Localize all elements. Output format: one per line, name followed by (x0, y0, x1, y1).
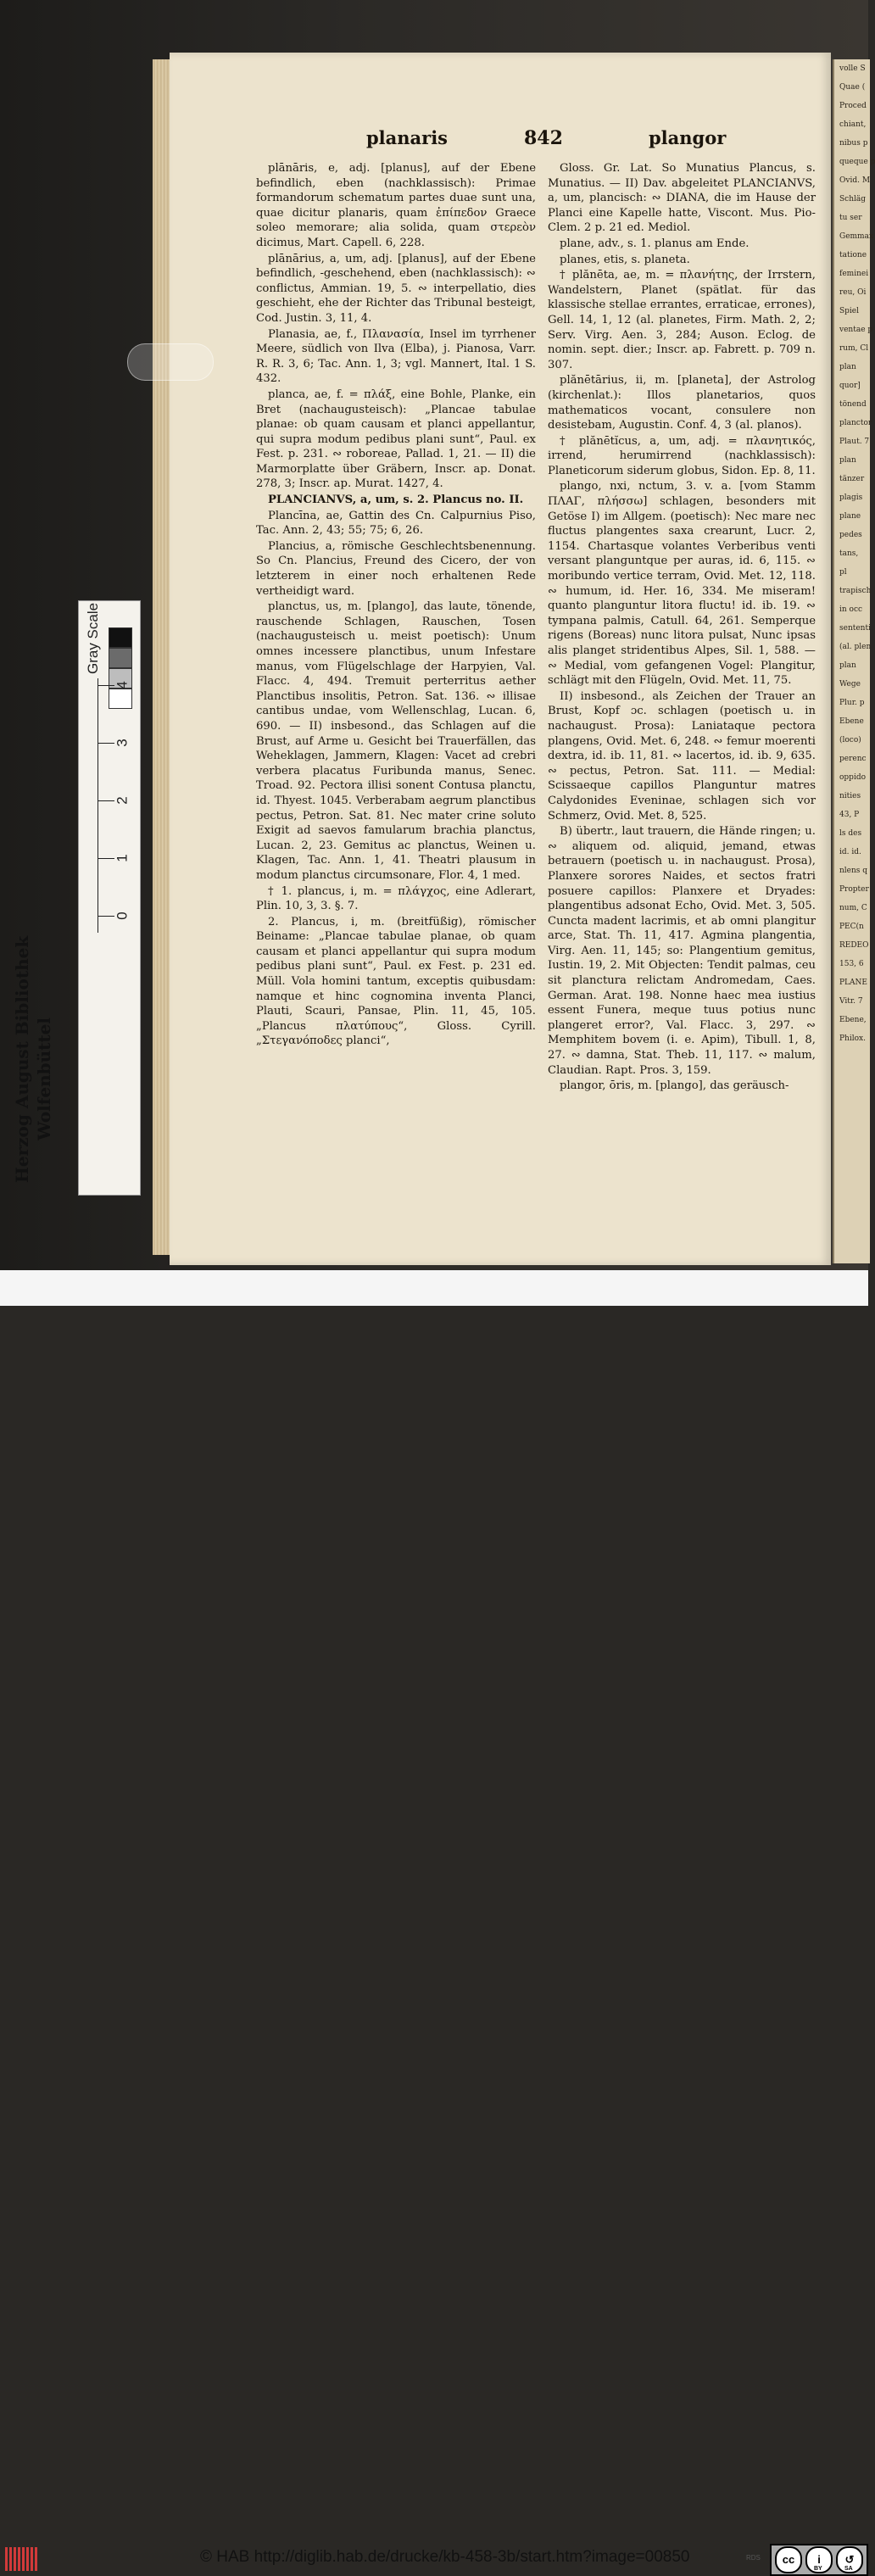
next-page-fragment: in occ (839, 605, 863, 614)
dictionary-entry: B) übertr., laut trauern, die Hände ringen; u. ∾ aliquem od. aliquid, jemand, etwas betrauern (poetisch u. in nachaugust. Prosa), Planxere sorores Naides, et sectos fratri posuere capillos: Planxere et Dryades: plangentibus adsonat Echo, Ovid. Met. 3, 505. Cuncta madent lacrimis, et ab omni plangitur arce, Stat. Th. 11, 417. Agmina plangentia, Virg. Aen. 11, 145; so: Plangentium gemitus, Iustin. 19, 2. Mit Objecten: Tendit palmas, ceu sit planctura relictam Andromedam, Caes. German. Arat. 198. Nonne haec mea iustius essent Funera, meque tuus potius nunc plangeret error?, Val. Flacc. 3, 297. ∾ Memphitem bovem (i. e. Apim), Tibull. 1, 8, 27. ∾ damna, Stat. Theb. 11, 117. ∾ malum, Claudian. Rapt. Pros. 3, 159. (548, 825, 816, 1077)
next-page-fragment: Ovid. M (839, 176, 871, 185)
next-page-fragment: tönend (839, 400, 867, 409)
next-page-fragment: Wege (839, 680, 861, 689)
rds-mark: RDS (746, 2554, 761, 2562)
dictionary-entry: Planasia, ae, f., Πλανασία, Insel im tyrrhener Meere, südlich von Ilva (Elba), j. Pianosa, Varr. R. R. 3, 6; Tac. Ann. 1, 3; vgl. Mannert, Ital. 1 S. 432. (256, 327, 536, 386)
next-page-fragment: Philox. (839, 1034, 866, 1043)
ruler-number: 1 (114, 854, 131, 862)
dictionary-entry: Plancīna, ae, Gattin des Cn. Calpurnius Piso, Tac. Ann. 2, 43; 55; 75; 6, 26. (256, 509, 536, 538)
dictionary-entry: † 1. plancus, i, m. = πλάγχος, eine Adlerart, Plin. 10, 3, 3. §. 7. (256, 884, 536, 913)
running-head (187, 127, 831, 158)
next-page-fragment: 153, 6 (839, 960, 864, 968)
dictionary-entry: Gloss. Gr. Lat. So Munatius Plancus, s. Munatius. — II) Dav. abgeleitet PLANCIANVS, a, um, plancisch: ∾ DIANA, die im Hause der Planci eine Kapelle hatte, Viscont. Mus. Pio-Clem. 2 p. 21 ed. Mediol. (548, 162, 816, 235)
ruler-number: 3 (114, 739, 131, 747)
gray-swatch (109, 627, 132, 648)
next-page-fragment: REDEO (839, 941, 869, 950)
next-page-fragment: plan (839, 661, 856, 670)
institution-city: Wolfenbüttel (34, 1018, 54, 1140)
next-page-fragment: tu ser (839, 214, 862, 222)
next-page-fragment: num, C (839, 904, 867, 912)
dictionary-entry: Plancius, a, römische Geschlechtsbenennung. So Cn. Plancius, Freund des Cicero, der von letzterem in einer noch erhaltenen Rede vertheidigt ward. (256, 539, 536, 598)
sa-license-label: SA (844, 2566, 853, 2572)
magnifier-glare (127, 343, 214, 381)
gray-swatch (109, 689, 132, 709)
gray-swatch (109, 648, 132, 668)
next-page-fragment: Proced (839, 102, 867, 110)
next-page-fragment: reu, Oi (839, 288, 867, 297)
next-page-fragment: plan (839, 456, 856, 465)
next-page-fragment: perenc (839, 755, 867, 763)
next-page-fragment: (loco) (839, 736, 861, 744)
institution-label (5, 935, 259, 1183)
next-page-fragment: Quae ( (839, 83, 866, 92)
dictionary-entry: planes, etis, s. planeta. (560, 253, 690, 266)
hab-logo-icon (5, 2547, 37, 2571)
ruler-tick (98, 858, 114, 859)
next-page-fragment: nibus p (839, 139, 868, 148)
next-page-fragment: Schläg (839, 195, 867, 204)
dictionary-entry: plane, adv., s. 1. planus am Ende. (560, 237, 750, 250)
next-page-fragment: Propter (839, 885, 869, 894)
next-page-fragment: Plur. p (839, 699, 865, 707)
dictionary-entry: plango, nxi, nctum, 3. v. a. [vom Stamm ΠΛΑΓ, πλήσσω] schlagen, besonders mit Getöse I) im Allgem. (poetisch): Nec mare nec fluctus plangentes saxa crearunt, Lucr. 2, 1154. Chartasque volantes Verberibus venti versant planguntque per auras, id. 6, 115. ∾ moribundo vertice terram, Ovid. Met. 12, 118. ∾ humum, id. Her. 16, 334. Me miseram! quanto planguntur litora fluctu! id. ib. 19. ∾ tympana palmis, Catull. 64, 261. Semperque rigens (Boreas) nunc litora pulsat, Nunc ipsas alis planget stridentibus Alpes, Sil. 1, 588. — ∾ Medial, vom gefangenen Vogel: Plangitur, schlägt mit den Flügeln, Ovid. Met. 11, 75. (548, 480, 816, 688)
left-column (256, 161, 536, 1111)
next-page-fragment: Ebene, (839, 1016, 867, 1024)
dictionary-entry: planca, ae, f. = πλάξ, eine Bohle, Planke, ein Bret (nachaugusteisch): „Plancae tabulae planae: ob quam causam et planci appellantur, qui supra modum pedibus plani sunt“, Paul. ex Fest. p. 231. ∾ roboreae, Pallad. 1, 21. — II) die Marmorplatte über Gräbern, Inscr. ap. Donat. 278, 3; Inscr. ap. Murat. 1427, 4. (256, 388, 536, 491)
next-page-fragment: Plaut. 7 (839, 438, 870, 446)
ruler-tick (98, 800, 114, 801)
next-page-fragment: tatione (839, 251, 867, 259)
next-page-fragment: planctor (839, 419, 872, 427)
next-page-fragment: tans, (839, 549, 859, 558)
dictionary-entry: plānāris, e, adj. [planus], auf der Ebene befindlich, eben (nachklassisch): Primae formandorum schematum partes duae sunt una, quae dicitur planaris, quam ἐπίπεδον Graece soleo memorare; alia solida, quam στερεὸν dicimus, Mart. Capell. 6, 228. (256, 162, 536, 249)
cc-license-icon[interactable]: cc (775, 2546, 802, 2573)
next-page-fragment: chiant, (839, 120, 867, 129)
next-page-fragment: (al. plen (839, 643, 872, 651)
next-page-fragment: quor] (839, 382, 861, 390)
next-page-fragment: plagis (839, 493, 863, 502)
ruler-tick (98, 916, 114, 917)
next-page-fragment: oppido (839, 773, 866, 782)
next-page-fragment: feminei (839, 270, 869, 278)
ruler-tick (98, 685, 114, 686)
next-page-fragment: plan (839, 363, 856, 371)
ruler-number: 0 (114, 912, 131, 920)
sa-license-icon[interactable]: ↺ (836, 2546, 863, 2573)
ruler-tick (98, 743, 114, 744)
head-word-right: plangor (649, 127, 727, 148)
next-page-fragment: pedes (839, 531, 862, 539)
next-page-fragment: Ebene (839, 717, 864, 726)
institution-name: Herzog August Bibliothek (12, 935, 32, 1183)
dictionary-entry: II) insbesond., als Zeichen der Trauer an Brust, Kopf ɔc. schlagen (poetisch u. in nachaugust. Prosa): Laniataque pectora plangens, Ovid. Met. 6, 248. ∾ femur moerenti dextra, id. ib. 11, 81. ∾ lacertos, id. ib. 9, 635. ∾ pectus, Petron. Sat. 111. — Medial: Scissaeque capillos Planguntur matres Calydonides Eveninae, schlagen sich vor Schmerz, Ovid. Met. 8, 525. (548, 689, 816, 822)
next-page-fragment: volle S (839, 64, 866, 73)
next-page-fragment: tänzer (839, 475, 865, 483)
dictionary-entry: † plănēta, ae, m. = πλανήτης, der Irrstern, Wandelstern, Planet (spätlat. für das klassische stellae errantes, erraticae, errones), Gell. 14, 1, 12 (al. planetes, Firm. Math. 2, 2; Serv. Virg. Aen. 3, 284; Auson. Eclog. de nomin. sept. dier.; Inscr. ap. Fabrett. p. 709 n. 307. (548, 269, 816, 371)
dictionary-entry: 2. Plancus, i, m. (breitfüßig), römischer Beiname: „Plancae tabulae planae, ob quam causam et planci appellantur qui supra modum pedibus plani sunt“, Paul. ex Fest. p. 231 ed. Müll. Vola homini tantum, exceptis quibusdam: namque et hinc cognomina inventa Planci, Plauti, Scauri, Pansae, Plin. 11, 45, 105. „Plancus πλατύπους“, Gloss. Cyrill. „Στεγανόποδες planci“, (256, 915, 536, 1048)
right-column (548, 161, 816, 1111)
next-page-strip (833, 59, 875, 1263)
next-page-fragment: nities (839, 792, 861, 800)
dictionary-entry: plănētārius, ii, m. [planeta], der Astrolog (kirchenlat.): Illos planetarios, quos mathematicos vocant, consulere non desistebam, Augustin. Conf. 4, 3 (al. planos). (548, 374, 816, 432)
dictionary-entry: plānārius, a, um, adj. [planus], auf der Ebene befindlich, -geschehend, eben (nachklassisch): ∾ conflictus, Ammian. 19, 5. ∾ interpellatio, dies geschieht, ehe der Richter das Tribunal besteigt, Cod. Justin. 3, 11, 4. (256, 252, 536, 325)
next-page-fragment: Vitr. 7 (839, 997, 863, 1006)
next-page-fragment: pl (839, 568, 847, 577)
dictionary-entry: planctus, us, m. [plango], das laute, tönende, rauschende Schlagen, Rauschen, Tosen (nachaugusteisch u. meist poetisch): Unum omnes incessere planctibus, unum Infestare manus, vom Flügelschlage der Harpyien, Val. Flacc. 4, 494. Tremuit perterritus aether Planctibus insolitis, Petron. Sat. 136. ∾ illisae cantibus undae, vom Wellenschlag, Lucan. 6, 690. — II) insbesond., das Schlagen auf die Brust, auf Arme u. Gesicht bei Trauerfällen, das Weheklagen, Jammern, Klagen: Vacet ad crebri verbera placatus Furibunda manus, Senec. Troad. 92. Pectora illisi sonent Contusa planctu, id. Thyest. 1045. Verberabam aegrum planctibus pectus, Petron. Sat. 81. Nec mater crine soluto Exigit ad saevos famularum brachia planctus, Lucan. 2, 23. Gemitus ac planctus, Weinen u. Klagen, Tac. Ann. 1, 41. Theatri plausum in modum planctus circumsonare, Flor. 4, 1 med. (256, 600, 536, 882)
next-page-fragment: PEC(n (839, 923, 864, 931)
next-page-fragment: rum, Cl (839, 344, 869, 353)
dictionary-entry: plangor, ōris, m. [plango], das geräusch- (560, 1079, 789, 1093)
citation-link[interactable]: © HAB http://diglib.hab.de/drucke/kb-458-3b/start.htm?image=00850 (200, 2548, 690, 2566)
page-number: 842 (524, 127, 563, 149)
next-page-fragment: sententi (839, 624, 871, 633)
next-page-fragment: Spiel (839, 307, 860, 315)
next-page-fragment: PLANE (839, 979, 867, 987)
next-page-fragment: queque p (839, 158, 875, 166)
next-page-fragment: 43, P (839, 811, 860, 819)
next-page-fragment: id. id. (839, 848, 861, 856)
head-word-left: planaris (366, 127, 449, 148)
ruler-number: 4 (114, 681, 131, 689)
next-page-fragment: ls des (839, 829, 862, 838)
dictionary-entry: † plănētĭcus, a, um, adj. = πλανητικός, irrend, herumirrend (nachklassisch): Planeticorum siderum globus, Sidon. Ep. 8, 11. (548, 434, 816, 477)
next-page-fragment: nlens q (839, 867, 868, 875)
next-page-fragment: Gemmax (839, 232, 874, 241)
by-license-icon[interactable]: i (805, 2546, 833, 2573)
next-page-fragment: plane (839, 512, 861, 521)
next-page-fragment: ventae p (839, 326, 873, 334)
gray-scale-label: Gray Scale (85, 602, 101, 674)
ruler-number: 2 (114, 796, 131, 805)
dictionary-entry: PLANCIANVS, a, um, s. 2. Plancus no. II. (268, 493, 524, 507)
by-license-label: BY (814, 2566, 822, 2572)
footer-bar (0, 1270, 868, 2572)
next-page-fragment: trapisch (839, 587, 872, 595)
